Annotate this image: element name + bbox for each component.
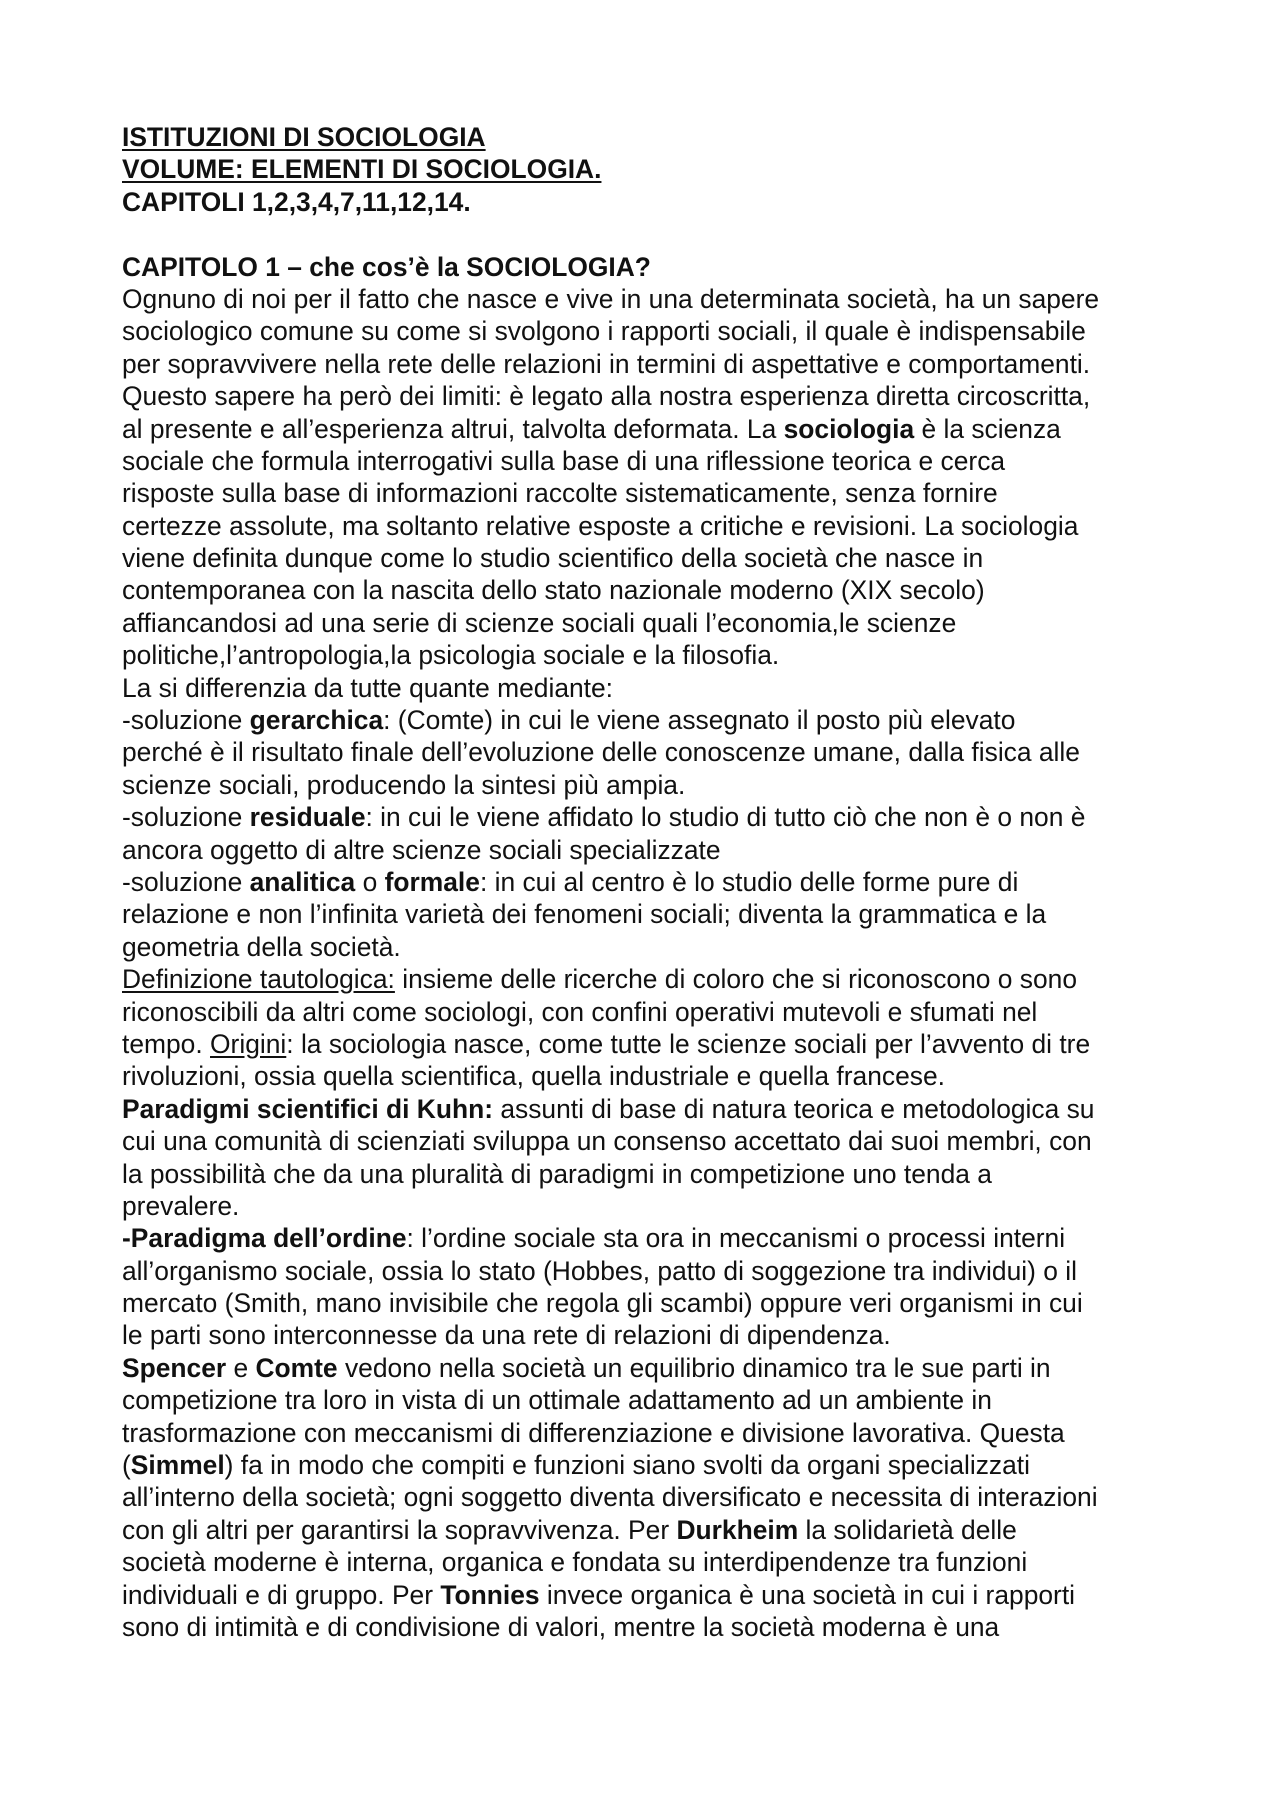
text-line: Paradigmi scientifici di Kuhn: assunti di base di natura teorica e metodologica su (122, 1093, 1095, 1124)
text-line: sono di intimità e di condivisione di valori, mentre la società moderna è una (122, 1611, 1000, 1642)
text-line: Definizione tautologica: insieme delle ricerche di coloro che si riconoscono o sono (122, 964, 1078, 995)
text-line: Spencer e Comte vedono nella società un equilibrio dinamico tra le sue parti in (122, 1352, 1051, 1383)
text-line: geometria della società. (122, 931, 401, 962)
text-line: sociologico comune su come si svolgono i rapporti sociali, il quale è indispensabile (122, 316, 1086, 347)
text-line: -soluzione residuale: in cui le viene affidato lo studio di tutto ciò che non è o non è (122, 802, 1086, 833)
text-line: relazione e non l’infinita varietà dei fenomeni sociali; diventa la grammatica e la (122, 899, 1047, 930)
text-line: Questo sapere ha però dei limiti: è legato alla nostra esperienza diretta circoscritta, (122, 381, 1091, 412)
text-line: individuali e di gruppo. Per Tonnies invece organica è una società in cui i rapporti (122, 1579, 1076, 1610)
term-definizione-tautologica: Definizione tautologica: (122, 964, 395, 995)
blank-line (122, 218, 1182, 250)
text-line: le parti sono interconnesse da una rete di relazioni di dipendenza. (122, 1320, 891, 1351)
term-residuale: residuale (249, 802, 366, 833)
text-line: Ognuno di noi per il fatto che nasce e vive in una determinata società, ha un sapere (122, 283, 1100, 314)
volume-title: VOLUME: ELEMENTI DI SOCIOLOGIA. (122, 154, 602, 185)
text-line: contemporanea con la nascita dello stato nazionale moderno (XIX secolo) (122, 575, 985, 606)
text-line: mercato (Smith, mano invisibile che regola gli scambi) oppure veri organismi in cui (122, 1288, 1083, 1319)
text-line: perché è il risultato finale dell’evoluzione delle conoscenze umane, dalla fisica alle (122, 737, 1080, 768)
term-analitica: analitica (249, 866, 356, 897)
text-line: viene definita dunque come lo studio scientifico della società che nasce in (122, 543, 984, 574)
text-line: (Simmel) fa in modo che compiti e funzioni siano svolti da organi specializzati (122, 1450, 1030, 1481)
text-line: società moderne è interna, organica e fondata su interdipendenze tra funzioni (122, 1547, 1028, 1578)
term-tonnies: Tonnies (440, 1579, 540, 1610)
chapter-heading: CAPITOLO 1 – che cos’è la SOCIOLOGIA? (122, 251, 651, 282)
text-line: trasformazione con meccanismi di differenziazione e divisione lavorativa. Questa (122, 1417, 1065, 1448)
text-line: certezze assolute, ma soltanto relative esposte a critiche e revisioni. La sociologia (122, 510, 1079, 541)
term-simmel: Simmel (130, 1450, 225, 1481)
term-sociologia: sociologia (783, 413, 915, 444)
text-line: all’organismo sociale, ossia lo stato (Hobbes, patto di soggezione tra individui) o il (122, 1255, 1077, 1286)
term-comte: Comte (255, 1352, 338, 1383)
term-origini: Origini (210, 1028, 287, 1059)
text-line: -Paradigma dell’ordine: l’ordine sociale sta ora in meccanismi o processi interni (122, 1223, 1066, 1254)
text-line: la possibilità che da una pluralità di paradigmi in competizione uno tenda a (122, 1158, 992, 1189)
text-line: sociale che formula interrogativi sulla base di una riflessione teorica e cerca (122, 445, 1006, 476)
text-line: politiche,l’antropologia,la psicologia sociale e la filosofia. (122, 640, 780, 671)
document-title: ISTITUZIONI DI SOCIOLOGIA (122, 122, 486, 152)
text-line: -soluzione analitica o formale: in cui al centro è lo studio delle forme pure di (122, 866, 1019, 897)
text-line: ancora oggetto di altre scienze sociali specializzate (122, 834, 721, 865)
text-line: tempo. Origini: la sociologia nasce, come tutte le scienze sociali per l’avvento di tre (122, 1028, 1091, 1059)
text-line: La si differenzia da tutte quante mediante: (122, 672, 614, 703)
text-line: riconoscibili da altri come sociologi, con confini operativi mutevoli e sfumati nel (122, 996, 1038, 1027)
text-line: all’interno della società; ogni soggetto diventa diversificato e necessita di interazioni (122, 1482, 1098, 1513)
text-line: scienze sociali, producendo la sintesi più ampia. (122, 769, 686, 800)
text-line: cui una comunità di scienziati sviluppa un consenso accettato dai suoi membri, con (122, 1126, 1092, 1157)
term-paradigma-ordine: -Paradigma dell’ordine (122, 1223, 407, 1254)
term-formale: formale (384, 866, 480, 897)
text-line: prevalere. (122, 1190, 240, 1221)
text-line: risposte sulla base di informazioni raccolte sistematicamente, senza fornire (122, 478, 998, 509)
term-gerarchica: gerarchica (249, 705, 384, 736)
text-line: con gli altri per garantirsi la sopravvivenza. Per Durkheim la solidarietà delle (122, 1514, 1017, 1545)
chapters-list: CAPITOLI 1,2,3,4,7,11,12,14. (122, 186, 471, 217)
text-line: al presente e all’esperienza altrui, talvolta deformata. La sociologia è la scienza (122, 413, 1061, 444)
text-line: -soluzione gerarchica: (Comte) in cui le viene assegnato il posto più elevato (122, 705, 1016, 736)
text-line: affiancandosi ad una serie di scienze sociali quali l’economia,le scienze (122, 607, 957, 638)
text-line: rivoluzioni, ossia quella scientifica, quella industriale e quella francese. (122, 1061, 945, 1092)
document-page (122, 121, 1182, 1643)
term-spencer: Spencer (122, 1352, 227, 1383)
text-line: per sopravvivere nella rete delle relazioni in termini di aspettative e comportamenti. (122, 348, 1091, 379)
term-durkheim: Durkheim (676, 1514, 799, 1545)
text-line: competizione tra loro in vista di un ottimale adattamento ad un ambiente in (122, 1385, 992, 1416)
term-paradigmi-kuhn: Paradigmi scientifici di Kuhn: (122, 1093, 493, 1124)
